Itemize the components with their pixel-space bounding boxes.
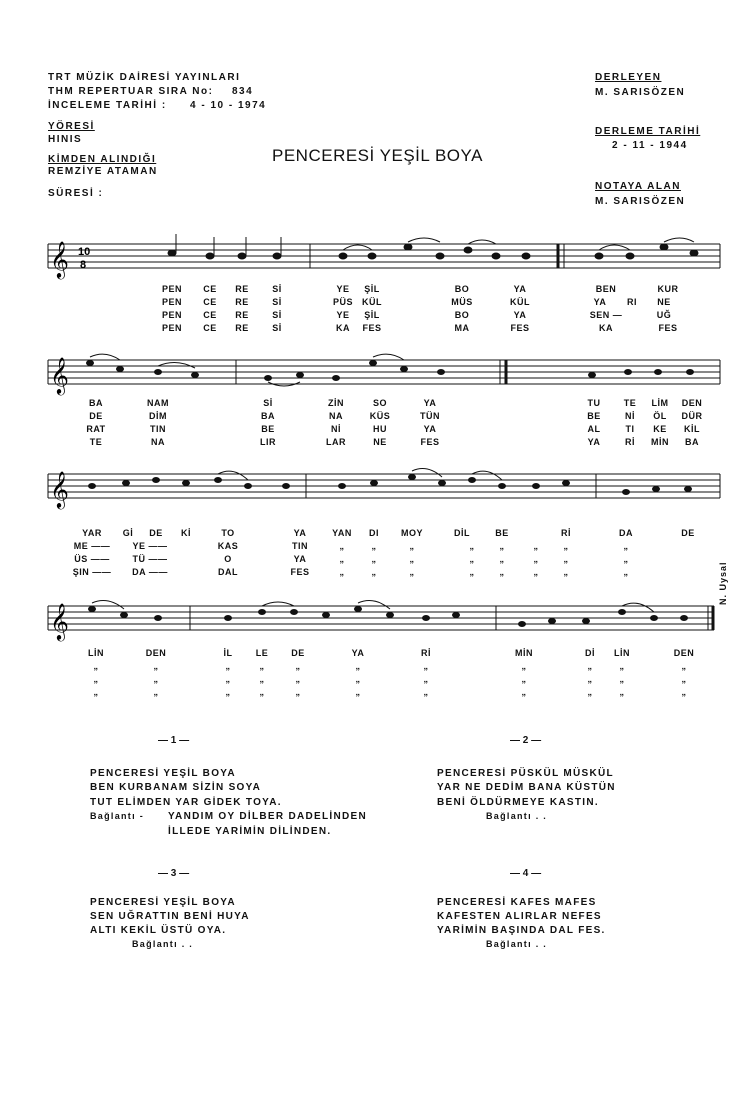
system2-row1-syllable: NAM bbox=[147, 398, 169, 408]
svg-text:𝄞: 𝄞 bbox=[50, 602, 69, 640]
system1-row3-syllable: SEN — bbox=[589, 310, 623, 320]
system1-row1-syllable: YA bbox=[513, 284, 527, 294]
system2-row2-syllable: DE bbox=[89, 411, 103, 421]
system4-row1-syllable: DEN bbox=[145, 648, 167, 658]
system4-row1-syllable: MİN bbox=[515, 648, 533, 658]
system2-row4-syllable: MİN bbox=[651, 437, 669, 447]
system3-row4-syllable: „ bbox=[499, 567, 505, 577]
system4-ditto-mark: „ bbox=[259, 674, 265, 684]
system4-ditto-mark: „ bbox=[681, 674, 687, 684]
system3-row1-syllable: Kİ bbox=[181, 528, 191, 538]
system2-row3-syllable: HU bbox=[373, 424, 387, 434]
verse-1-number: — 1 — bbox=[158, 735, 190, 746]
system3-row3-syllable: „ bbox=[469, 554, 475, 564]
system1-row4-syllable: FES bbox=[510, 323, 530, 333]
collection-date-label: DERLEME TARİHİ bbox=[595, 126, 701, 137]
verse-3-line-1: PENCERESİ YEŞİL BOYA bbox=[90, 897, 236, 908]
verse-4-line-2: KAFESTEN ALIRLAR NEFES bbox=[437, 911, 602, 922]
system2-row4-syllable: NA bbox=[151, 437, 165, 447]
system2-row2-syllable: BA bbox=[261, 411, 275, 421]
system4-row1-syllable: İL bbox=[223, 648, 233, 658]
verse-3-line-2: SEN UĞRATTIN BENİ HUYA bbox=[90, 911, 250, 922]
system4-ditto-mark: „ bbox=[619, 687, 625, 697]
system3-row2-syllable: KAS bbox=[217, 541, 239, 551]
system3-row2-syllable: „ bbox=[623, 541, 629, 551]
system1-row4-syllable: KA bbox=[336, 323, 350, 333]
review-date-label: İNCELEME TARİHİ : bbox=[48, 100, 167, 111]
system4-ditto-mark: „ bbox=[153, 661, 159, 671]
system4-ditto-mark: „ bbox=[93, 661, 99, 671]
system3-row3-syllable: „ bbox=[409, 554, 415, 564]
system1-row4-syllable: PEN bbox=[161, 323, 183, 333]
staff-system-4 bbox=[0, 594, 750, 644]
system3-row3-syllable: „ bbox=[499, 554, 505, 564]
system4-row1-syllable: DE bbox=[291, 648, 305, 658]
system4-ditto-mark: „ bbox=[93, 687, 99, 697]
system2-row1-syllable: DEN bbox=[681, 398, 703, 408]
system3-row4-syllable: „ bbox=[371, 567, 377, 577]
system3-row4-syllable: DAL bbox=[218, 567, 238, 577]
publisher: TRT MÜZİK DAİRESİ YAYINLARI bbox=[48, 72, 241, 83]
system3-row3-syllable: YA bbox=[293, 554, 307, 564]
staff-system-1 bbox=[0, 232, 750, 282]
system3-row1-syllable: DE bbox=[149, 528, 163, 538]
system3-row1-syllable: DA bbox=[619, 528, 633, 538]
system2-row3-syllable: Nİ bbox=[331, 424, 341, 434]
system1-row3-syllable: Sİ bbox=[272, 310, 282, 320]
verse-4-line-3: YARİMİN BAŞINDA DAL FES. bbox=[437, 925, 606, 936]
system1-row3-syllable: YE bbox=[336, 310, 350, 320]
system3-row4-syllable: FES bbox=[290, 567, 310, 577]
system4-ditto-mark: „ bbox=[587, 687, 593, 697]
system2-row1-syllable: ZİN bbox=[328, 398, 344, 408]
system3-row2-syllable: „ bbox=[533, 541, 539, 551]
time-sig-num: 10 bbox=[78, 246, 91, 258]
verse-2-number: — 2 — bbox=[510, 735, 542, 746]
system1-row2-syllable: RI bbox=[627, 297, 637, 307]
system2-row3-syllable: AL bbox=[587, 424, 601, 434]
system2-row2-syllable: DİM bbox=[149, 411, 167, 421]
system4-row1-syllable: DEN bbox=[673, 648, 695, 658]
system2-row1-syllable: BA bbox=[89, 398, 103, 408]
system4-ditto-mark: „ bbox=[153, 687, 159, 697]
system4-ditto-mark: „ bbox=[295, 661, 301, 671]
system3-row4-syllable: „ bbox=[409, 567, 415, 577]
system3-row4-syllable: „ bbox=[623, 567, 629, 577]
notation-value: M. SARISÖZEN bbox=[595, 196, 686, 207]
system1-row4-syllable: CE bbox=[203, 323, 217, 333]
verse-2-refrain-label: Bağlantı . . bbox=[486, 811, 548, 821]
system3-row3-syllable: „ bbox=[371, 554, 377, 564]
system4-row1-syllable: LİN bbox=[614, 648, 630, 658]
system1-row1-syllable: BEN bbox=[595, 284, 617, 294]
system4-row1-syllable: YA bbox=[351, 648, 365, 658]
system3-row2-syllable: „ bbox=[409, 541, 415, 551]
system3-row2-syllable: „ bbox=[563, 541, 569, 551]
verse-1-refrain-label: Bağlantı - bbox=[90, 811, 145, 821]
system1-row1-syllable: BO bbox=[454, 284, 470, 294]
system1-row2-syllable: PEN bbox=[161, 297, 183, 307]
system1-row2-syllable: Sİ bbox=[272, 297, 282, 307]
system2-row1-syllable: TE bbox=[623, 398, 637, 408]
notation-signature: N. Uysal bbox=[718, 561, 728, 605]
system2-row3-syllable: TI bbox=[625, 424, 635, 434]
system4-ditto-mark: „ bbox=[295, 674, 301, 684]
system3-row4-syllable: DA —— bbox=[132, 567, 168, 577]
system3-row4-syllable: „ bbox=[563, 567, 569, 577]
system1-row4-syllable: RE bbox=[235, 323, 249, 333]
repertoire-label: THM REPERTUAR SIRA No: bbox=[48, 86, 214, 97]
system4-ditto-mark: „ bbox=[681, 687, 687, 697]
system1-row1-syllable: YE bbox=[336, 284, 350, 294]
system2-row2-syllable: BE bbox=[587, 411, 601, 421]
system4-ditto-mark: „ bbox=[681, 661, 687, 671]
system4-ditto-mark: „ bbox=[225, 661, 231, 671]
system4-ditto-mark: „ bbox=[521, 687, 527, 697]
time-sig-den: 8 bbox=[80, 259, 87, 271]
system1-row4-syllable: FES bbox=[362, 323, 382, 333]
system2-row1-syllable: YA bbox=[423, 398, 437, 408]
system1-row3-syllable: UĞ bbox=[656, 310, 672, 320]
collection-date-value: 2 - 11 - 1944 bbox=[612, 140, 688, 151]
svg-text:𝄞: 𝄞 bbox=[50, 470, 69, 508]
song-title: PENCERESİ YEŞİL BOYA bbox=[272, 146, 483, 165]
system2-row2-syllable: TÜN bbox=[420, 411, 440, 421]
source-value: REMZİYE ATAMAN bbox=[48, 166, 158, 177]
system2-row4-syllable: BA bbox=[685, 437, 699, 447]
system1-row4-syllable: FES bbox=[658, 323, 678, 333]
system3-row1-syllable: Rİ bbox=[561, 528, 571, 538]
system2-row3-syllable: TIN bbox=[150, 424, 166, 434]
collector-label: DERLEYEN bbox=[595, 72, 662, 83]
system3-row1-syllable: MOY bbox=[400, 528, 424, 538]
system2-row2-syllable: NA bbox=[329, 411, 343, 421]
system4-ditto-mark: „ bbox=[295, 687, 301, 697]
svg-text:𝄞: 𝄞 bbox=[50, 356, 69, 394]
system4-row1-syllable: LİN bbox=[88, 648, 104, 658]
verse-4-number: — 4 — bbox=[510, 868, 542, 879]
staff-system-2 bbox=[0, 348, 750, 398]
system3-row4-syllable: „ bbox=[469, 567, 475, 577]
verse-1-line-2: BEN KURBANAM SİZİN SOYA bbox=[90, 782, 262, 793]
verse-3-refrain-label: Bağlantı . . bbox=[132, 939, 194, 949]
system3-row4-syllable: ŞIN —— bbox=[72, 567, 112, 577]
verse-3-line-3: ALTI KEKİL ÜSTÜ OYA. bbox=[90, 925, 227, 936]
system3-row1-syllable: TO bbox=[221, 528, 235, 538]
verse-1-line-1: PENCERESİ YEŞİL BOYA bbox=[90, 768, 236, 779]
system3-row1-syllable: BE bbox=[495, 528, 509, 538]
system3-row4-syllable: „ bbox=[533, 567, 539, 577]
region-value: HINIS bbox=[48, 134, 83, 145]
system4-ditto-mark: „ bbox=[259, 661, 265, 671]
system4-ditto-mark: „ bbox=[587, 674, 593, 684]
system2-row4-syllable: NE bbox=[373, 437, 387, 447]
system1-row1-syllable: KUR bbox=[657, 284, 679, 294]
system3-row1-syllable: Gİ bbox=[122, 528, 134, 538]
system4-ditto-mark: „ bbox=[153, 674, 159, 684]
system1-row3-syllable: BO bbox=[454, 310, 470, 320]
system1-row1-syllable: CE bbox=[203, 284, 217, 294]
system1-row1-syllable: RE bbox=[235, 284, 249, 294]
duration-label: SÜRESİ : bbox=[48, 188, 104, 199]
collector-value: M. SARISÖZEN bbox=[595, 87, 686, 98]
system4-ditto-mark: „ bbox=[619, 674, 625, 684]
system2-row4-syllable: FES bbox=[420, 437, 440, 447]
system1-row1-syllable: PEN bbox=[161, 284, 183, 294]
system1-row2-syllable: RE bbox=[235, 297, 249, 307]
system1-row2-syllable: KÜL bbox=[362, 297, 382, 307]
system3-row2-syllable: ME —— bbox=[73, 541, 111, 551]
system4-row1-syllable: LE bbox=[255, 648, 269, 658]
system4-ditto-mark: „ bbox=[521, 661, 527, 671]
system3-row1-syllable: YAN bbox=[332, 528, 352, 538]
verse-4-refrain-label: Bağlantı . . bbox=[486, 939, 548, 949]
system3-row3-syllable: „ bbox=[533, 554, 539, 564]
system3-row2-syllable: „ bbox=[469, 541, 475, 551]
region-label: YÖRESİ bbox=[48, 121, 95, 132]
system4-ditto-mark: „ bbox=[259, 687, 265, 697]
system1-row4-syllable: Sİ bbox=[272, 323, 282, 333]
system2-row3-syllable: YA bbox=[423, 424, 437, 434]
system2-row3-syllable: RAT bbox=[86, 424, 106, 434]
system3-row3-syllable: „ bbox=[339, 554, 345, 564]
system4-ditto-mark: „ bbox=[93, 674, 99, 684]
system1-row2-syllable: KÜL bbox=[510, 297, 530, 307]
system1-row2-syllable: MÜS bbox=[451, 297, 473, 307]
system3-row3-syllable: „ bbox=[563, 554, 569, 564]
system3-row1-syllable: YAR bbox=[82, 528, 102, 538]
system2-row3-syllable: BE bbox=[261, 424, 275, 434]
staff-system-3 bbox=[0, 462, 750, 512]
system4-ditto-mark: „ bbox=[423, 661, 429, 671]
system1-row1-syllable: ŞİL bbox=[364, 284, 380, 294]
system4-ditto-mark: „ bbox=[587, 661, 593, 671]
system3-row1-syllable: DİL bbox=[454, 528, 470, 538]
system3-row2-syllable: „ bbox=[499, 541, 505, 551]
system3-row2-syllable: YE —— bbox=[132, 541, 168, 551]
verse-1-line-3: TUT ELİMDEN YAR GİDEK TOYA. bbox=[90, 797, 282, 808]
system2-row2-syllable: ÖL bbox=[653, 411, 667, 421]
verse-2-line-3: BENİ ÖLDÜRMEYE KASTIN. bbox=[437, 797, 599, 808]
verse-3-number: — 3 — bbox=[158, 868, 190, 879]
system2-row1-syllable: Sİ bbox=[263, 398, 273, 408]
system2-row1-syllable: TU bbox=[587, 398, 601, 408]
system4-ditto-mark: „ bbox=[225, 687, 231, 697]
system3-row2-syllable: „ bbox=[371, 541, 377, 551]
system4-ditto-mark: „ bbox=[355, 661, 361, 671]
system4-ditto-mark: „ bbox=[521, 674, 527, 684]
system4-ditto-mark: „ bbox=[423, 674, 429, 684]
system4-ditto-mark: „ bbox=[619, 661, 625, 671]
system1-row4-syllable: KA bbox=[599, 323, 613, 333]
system1-row3-syllable: ŞİL bbox=[364, 310, 380, 320]
system2-row3-syllable: KİL bbox=[684, 424, 700, 434]
system2-row1-syllable: SO bbox=[372, 398, 388, 408]
system1-row3-syllable: YA bbox=[513, 310, 527, 320]
system3-row2-syllable: TIN bbox=[292, 541, 308, 551]
system4-row1-syllable: Dİ bbox=[585, 648, 595, 658]
system2-row4-syllable: YA bbox=[587, 437, 601, 447]
review-date: 4 - 10 - 1974 bbox=[190, 100, 267, 111]
system3-row2-syllable: „ bbox=[339, 541, 345, 551]
system4-ditto-mark: „ bbox=[225, 674, 231, 684]
system2-row4-syllable: TE bbox=[89, 437, 103, 447]
system3-row3-syllable: „ bbox=[623, 554, 629, 564]
repertoire-number: 834 bbox=[232, 86, 254, 97]
system2-row4-syllable: Rİ bbox=[625, 437, 635, 447]
system2-row4-syllable: LAR bbox=[326, 437, 346, 447]
system1-row1-syllable: Sİ bbox=[272, 284, 282, 294]
verse-2-line-2: YAR NE DEDİM BANA KÜSTÜN bbox=[437, 782, 616, 793]
system1-row2-syllable: NE bbox=[657, 297, 671, 307]
source-label: KİMDEN ALINDIĞI bbox=[48, 154, 157, 165]
system3-row1-syllable: YA bbox=[293, 528, 307, 538]
system1-row2-syllable: CE bbox=[203, 297, 217, 307]
system1-row2-syllable: YA bbox=[593, 297, 607, 307]
system1-row2-syllable: PÜS bbox=[332, 297, 354, 307]
notation-label: NOTAYA ALAN bbox=[595, 181, 681, 192]
system1-row4-syllable: MA bbox=[454, 323, 470, 333]
system3-row4-syllable: „ bbox=[339, 567, 345, 577]
system3-row3-syllable: O bbox=[224, 554, 232, 564]
system1-row3-syllable: RE bbox=[235, 310, 249, 320]
svg-text:𝄞: 𝄞 bbox=[50, 240, 69, 278]
system3-row3-syllable: ÜS —— bbox=[74, 554, 110, 564]
verse-2-line-1: PENCERESİ PÜSKÜL MÜSKÜL bbox=[437, 768, 614, 779]
system2-row1-syllable: LİM bbox=[651, 398, 669, 408]
system3-row1-syllable: DE bbox=[681, 528, 695, 538]
verse-1-refrain-1: YANDIM OY DİLBER DADELİNDEN bbox=[168, 811, 368, 822]
system4-ditto-mark: „ bbox=[423, 687, 429, 697]
system2-row3-syllable: KE bbox=[653, 424, 667, 434]
system1-row3-syllable: PEN bbox=[161, 310, 183, 320]
verse-1-refrain-2: İLLEDE YARİMİN DİLİNDEN. bbox=[168, 826, 332, 837]
system4-ditto-mark: „ bbox=[355, 674, 361, 684]
system1-row3-syllable: CE bbox=[203, 310, 217, 320]
verse-4-line-1: PENCERESİ KAFES MAFES bbox=[437, 897, 597, 908]
system3-row3-syllable: TÜ —— bbox=[132, 554, 168, 564]
system2-row2-syllable: Nİ bbox=[625, 411, 635, 421]
system4-ditto-mark: „ bbox=[355, 687, 361, 697]
system4-row1-syllable: Rİ bbox=[421, 648, 431, 658]
system3-row1-syllable: DI bbox=[369, 528, 379, 538]
system2-row2-syllable: KÜS bbox=[369, 411, 391, 421]
system2-row4-syllable: LIR bbox=[260, 437, 276, 447]
system2-row2-syllable: DÜR bbox=[681, 411, 703, 421]
